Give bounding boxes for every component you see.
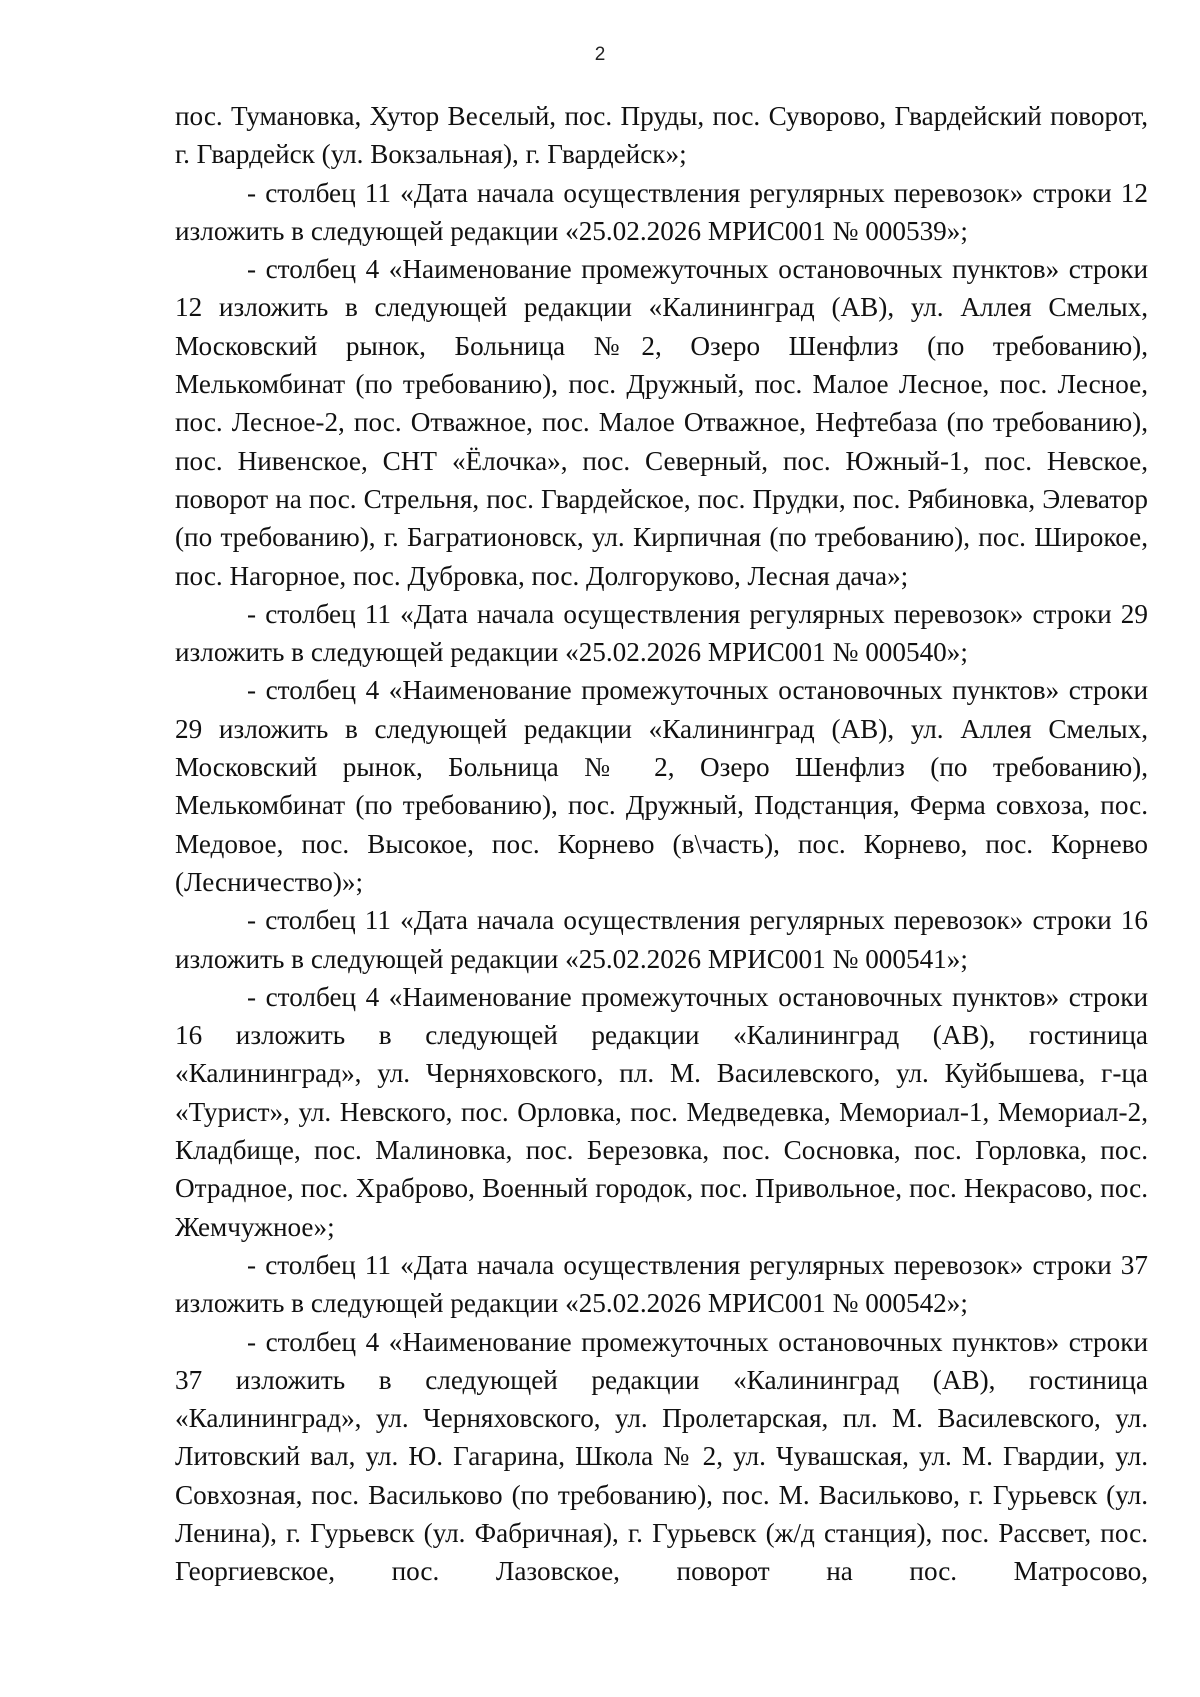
paragraph-continuation: пос. Тумановка, Хутор Веселый, пос. Пруды, пос. Суворово, Гвардейский поворот, г. Гвардейск (ул. Вокзальная), г. Гвардейск»; — [175, 101, 1148, 170]
document-body — [175, 97, 1148, 1591]
paragraph-column-11-row-29: - столбец 11 «Дата начала осуществления регулярных перевозок» строки 29 изложить в следующей редакции «25.02.2026 МРИС001 № 000540»; — [175, 598, 1148, 668]
paragraph-column-4-row-12: - столбец 4 «Наименование промежуточных остановочных пунктов» строки 12 изложить в следующей редакции «Калининград (АВ), ул. Аллея Смелых, Московский рынок, Больница №2, Озеро Шенфлиз (по требованию), Мелькомбинат (по требованию), пос. Дружный, пос. Малое Лесное, пос. Лесное, пос. Лесное-2, пос. Отважное, пос. Малое Отважное, Нефтебаза (по требованию), пос. Нивенское, СНТ «Ёлочка», пос. Северный, пос. Южный-1, пос. Невское, поворот на пос. Стрельня, пос. Гвардейское, пос. Прудки, пос. Рябиновка, Элеватор (по требованию), г. Багратионовск, ул. Кирпичная (по требованию), пос. Широкое, пос. Нагорное, пос. Дубровка, пос. Долгоруково, Лесная дача»; — [175, 254, 1148, 591]
paragraph-column-4-row-16: - столбец 4 «Наименование промежуточных остановочных пунктов» строки 16 изложить в следующей редакции «Калининград (АВ), гостиница «Калининград», ул. Черняховского, пл. М. Василевского, ул. Куйбышева, г-ца «Турист», ул. Невского, пос. Орловка, пос. Медведевка, Мемориал-1, Мемориал-2, Кладбище, пос. Малиновка, пос. Березовка, пос. Сосновка, пос. Горловка, пос. Отрадное, пос. Храброво, Военный городок, пос. Привольное, пос. Некрасово, пос. Жемчужное»; — [175, 981, 1148, 1242]
paragraph-column-11-row-16: - столбец 11 «Дата начала осуществления регулярных перевозок» строки 16 изложить в следующей редакции «25.02.2026 МРИС001 № 000541»; — [175, 905, 1148, 974]
page-number: 2 — [594, 44, 606, 65]
paragraph-column-4-row-37: - столбец 4 «Наименование промежуточных остановочных пунктов» строки 37 изложить в следующей редакции «Калининград (АВ), гостиница «Калининград», ул. Черняховского, ул. Пролетарская, пл. М. Василевского, ул. Литовский вал, ул. Ю. Гагарина, Школа № 2, ул. Чувашская, ул. М. Гвардии, ул. Совхозная, пос. Васильково (по требованию), пос. М. Васильково, г. Гурьевск (ул. Ленина), г. Гурьевск (ул. Фабричная), г. Гурьевск (ж/д станция), пос. Рассвет, пос. Георгиевское, пос. Лазовское, поворот на пос. Матросово, — [175, 1326, 1148, 1587]
paragraph-column-4-row-29: - столбец 4 «Наименование промежуточных остановочных пунктов» строки 29 изложить в следующей редакции «Калининград (АВ), ул. Аллея Смелых, Московский рынок, Больница № 2, Озеро Шенфлиз (по требованию), Мелькомбинат (по требованию), пос. Дружный, Подстанция, Ферма совхоза, пос. Медовое, пос. Высокое, пос. Корнево (в\часть), пос. Корнево, пос. Корнево (Лесничество)»; — [175, 675, 1148, 897]
paragraph-column-11-row-37: - столбец 11 «Дата начала осуществления регулярных перевозок» строки 37 изложить в следующей редакции «25.02.2026 МРИС001 № 000542»; — [175, 1249, 1148, 1319]
paragraph-column-11-row-12: - столбец 11 «Дата начала осуществления регулярных перевозок» строки 12 изложить в следующей редакции «25.02.2026 МРИС001 № 000539»; — [175, 177, 1148, 246]
